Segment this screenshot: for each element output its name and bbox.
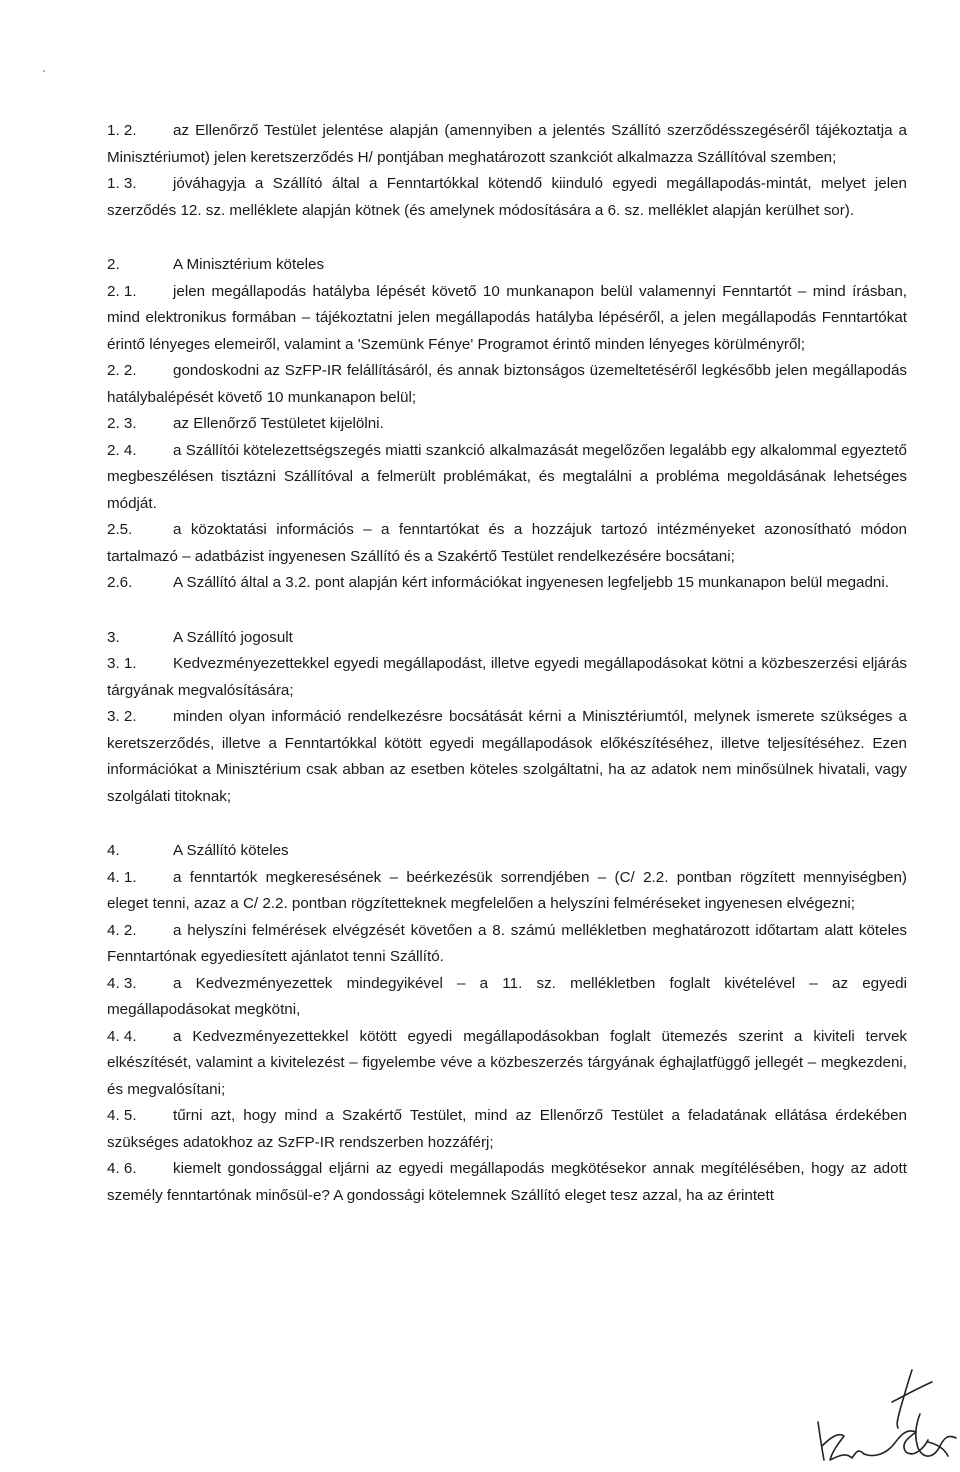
clause-text: minden olyan információ rendelkezésre bocsátását kérni a Minisztériumtól, melynek ismerete szükséges a keretszerződés, illetve a Fenntartókkal kötött egyedi megállapodások előkészítéséhez, illetve teljesítéséhez. Ezen információkat a Minisztérium csak abban az esetben köteles szolgáltatni, ha az adatok nem minősülnek hivatali, vagy szolgálati titoknak; bbox=[107, 708, 907, 805]
clause-number: 1. 3. bbox=[107, 175, 137, 192]
clause-number: 2. 3. bbox=[107, 415, 137, 432]
clause-text: a fenntartók megkeresésének – beérkezésük sorrendjében – (C/ 2.2. pontban rögzített mennyiségben) eleget tenni, azaz a C/ 2.2. pontban rögzítetteknek megfelelően a helyszíni felméréseket ingyenesen elvégezni; bbox=[107, 868, 907, 912]
section-title: A Minisztérium köteles bbox=[173, 256, 325, 273]
clause-number: 4. 6. bbox=[107, 1160, 137, 1177]
clause-text: a Kedvezményezettek mindegyikével – a 11. sz. mellékletben foglalt kivételével – az egyedi megállapodásokat megkötni, bbox=[107, 974, 907, 1018]
clause-text: A Szállító által a 3.2. pont alapján kért információkat ingyenesen legfeljebb 15 munkanapon belül megadni. bbox=[173, 574, 889, 591]
section-number: 4. bbox=[107, 842, 120, 859]
clause-text: tűrni azt, hogy mind a Szakértő Testület, mind az Ellenőrző Testület a feladatának ellátása érdekében szükséges adatokhoz az SzFP-IR rendszerben hozzáférj; bbox=[107, 1107, 907, 1151]
clause-text: az Ellenőrző Testület jelentése alapján (amennyiben a jelentés Szállító szerződésszegéséről tájékoztatja a Minisztériumot) jelen keretszerződés H/ pontjában meghatározott szankciót alkalmazza Szállítóval szemben; bbox=[107, 122, 907, 166]
section-title: A Szállító köteles bbox=[173, 842, 289, 859]
section-number: 3. bbox=[107, 628, 120, 646]
clause-number: 2.5. bbox=[107, 521, 133, 538]
clause-3-1 bbox=[107, 651, 907, 704]
clause-number: 2. 4. bbox=[107, 441, 137, 459]
clause-text: a helyszíni felmérések elvégzését követően a 8. számú mellékletben meghatározott időtartam alatt köteles Fenntartónak egyediesített ajánlatot tenni Szállító. bbox=[107, 921, 907, 965]
section-heading-3 bbox=[107, 625, 907, 652]
clause-1-2 bbox=[107, 118, 907, 171]
clause-number: 4. 5. bbox=[107, 1107, 137, 1124]
clause-number: 2. 1. bbox=[107, 282, 137, 300]
clause-4-4 bbox=[107, 1024, 907, 1104]
clause-number: 2. 2. bbox=[107, 362, 137, 379]
section-number: 2. bbox=[107, 256, 120, 273]
clause-2-2 bbox=[107, 358, 907, 411]
clause-2-4 bbox=[107, 438, 907, 518]
section-title: A Szállító jogosult bbox=[173, 628, 293, 646]
clause-number: 4. 3. bbox=[107, 974, 137, 992]
clause-4-3 bbox=[107, 971, 907, 1024]
clause-2-5 bbox=[107, 517, 907, 570]
clause-4-5 bbox=[107, 1103, 907, 1156]
clause-2-3 bbox=[107, 411, 907, 438]
clause-number: 2.6. bbox=[107, 574, 133, 591]
section-heading-4 bbox=[107, 838, 907, 865]
clause-number: 3. 2. bbox=[107, 708, 137, 725]
clause-text: Kedvezményezettekkel egyedi megállapodást, illetve egyedi megállapodásokat kötni a közbeszerzési eljárás tárgyának megvalósítására; bbox=[107, 655, 907, 699]
section-heading-2 bbox=[107, 252, 907, 279]
clause-text: a Kedvezményezettekkel kötött egyedi megállapodásokban foglalt ütemezés szerint a kiviteli tervek elkészítését, valamint a kivitelezést – figyelembe véve a közbeszerzés tárgyának éghajlatfüggő jellegét – megkezdeni, és megvalósítani; bbox=[107, 1027, 907, 1098]
clause-text: az Ellenőrző Testületet kijelölni. bbox=[173, 415, 384, 432]
scan-speck bbox=[43, 70, 45, 72]
clause-text: jóváhagyja a Szállító által a Fenntartókkal kötendő kiinduló egyedi megállapodás-mintát, melyet jelen szerződés 12. sz. melléklete alapján kötnek (és amelynek módosítására a 6. sz. melléklet alapján kerülhet sor). bbox=[107, 175, 907, 219]
clause-text: a Szállítói kötelezettségszegés miatti szankció alkalmazását megelőzően legalább egy alkalommal egyeztető megbeszélésen tisztázni Szállítóval a felmerült problémákat, és megtalálni a probléma megoldásának lehetséges módját. bbox=[107, 441, 907, 512]
clause-text: jelen megállapodás hatályba lépését követő 10 munkanapon belül valamennyi Fenntartót – mind írásban, mind elektronikus formában – tájékoztatni jelen megállapodás hatályba lépéséről, a jelen megállapodás Fenntartókat érintő lényeges elemeiről, valamint a 'Szemünk Fénye' Programot érintő minden lényeges körülményről; bbox=[107, 282, 907, 353]
clause-number: 4. 2. bbox=[107, 921, 137, 939]
clause-number: 4. 1. bbox=[107, 868, 137, 886]
clause-4-2 bbox=[107, 918, 907, 971]
clause-4-1 bbox=[107, 865, 907, 918]
handwritten-signature bbox=[808, 1362, 958, 1470]
clause-2-1 bbox=[107, 279, 907, 359]
clause-text: a közoktatási információs – a fenntartókat és a hozzájuk tartozó intézményeket azonosítható módon tartalmazó – adatbázist ingyenesen Szállító és a Szakértő Testület rendelkezésére bocsátani; bbox=[107, 521, 907, 565]
clause-2-6 bbox=[107, 570, 907, 597]
clause-text: kiemelt gondossággal eljárni az egyedi megállapodás megkötésekor annak megítélésében, hogy az adott személy fenntartónak minősül-e? A gondossági kötelemnek Szállító eleget tesz azzal, ha az érintett bbox=[107, 1160, 907, 1204]
clause-number: 4. 4. bbox=[107, 1027, 137, 1045]
clause-number: 3. 1. bbox=[107, 655, 137, 672]
clause-3-2 bbox=[107, 704, 907, 810]
document-body bbox=[107, 118, 907, 1209]
clause-1-3 bbox=[107, 171, 907, 224]
clause-number: 1. 2. bbox=[107, 122, 137, 139]
clause-text: gondoskodni az SzFP-IR felállításáról, és annak biztonságos üzemeltetéséről legkésőbb jelen megállapodás hatálybalépését követő 10 munkanapon belül; bbox=[107, 362, 907, 406]
clause-4-6 bbox=[107, 1156, 907, 1209]
